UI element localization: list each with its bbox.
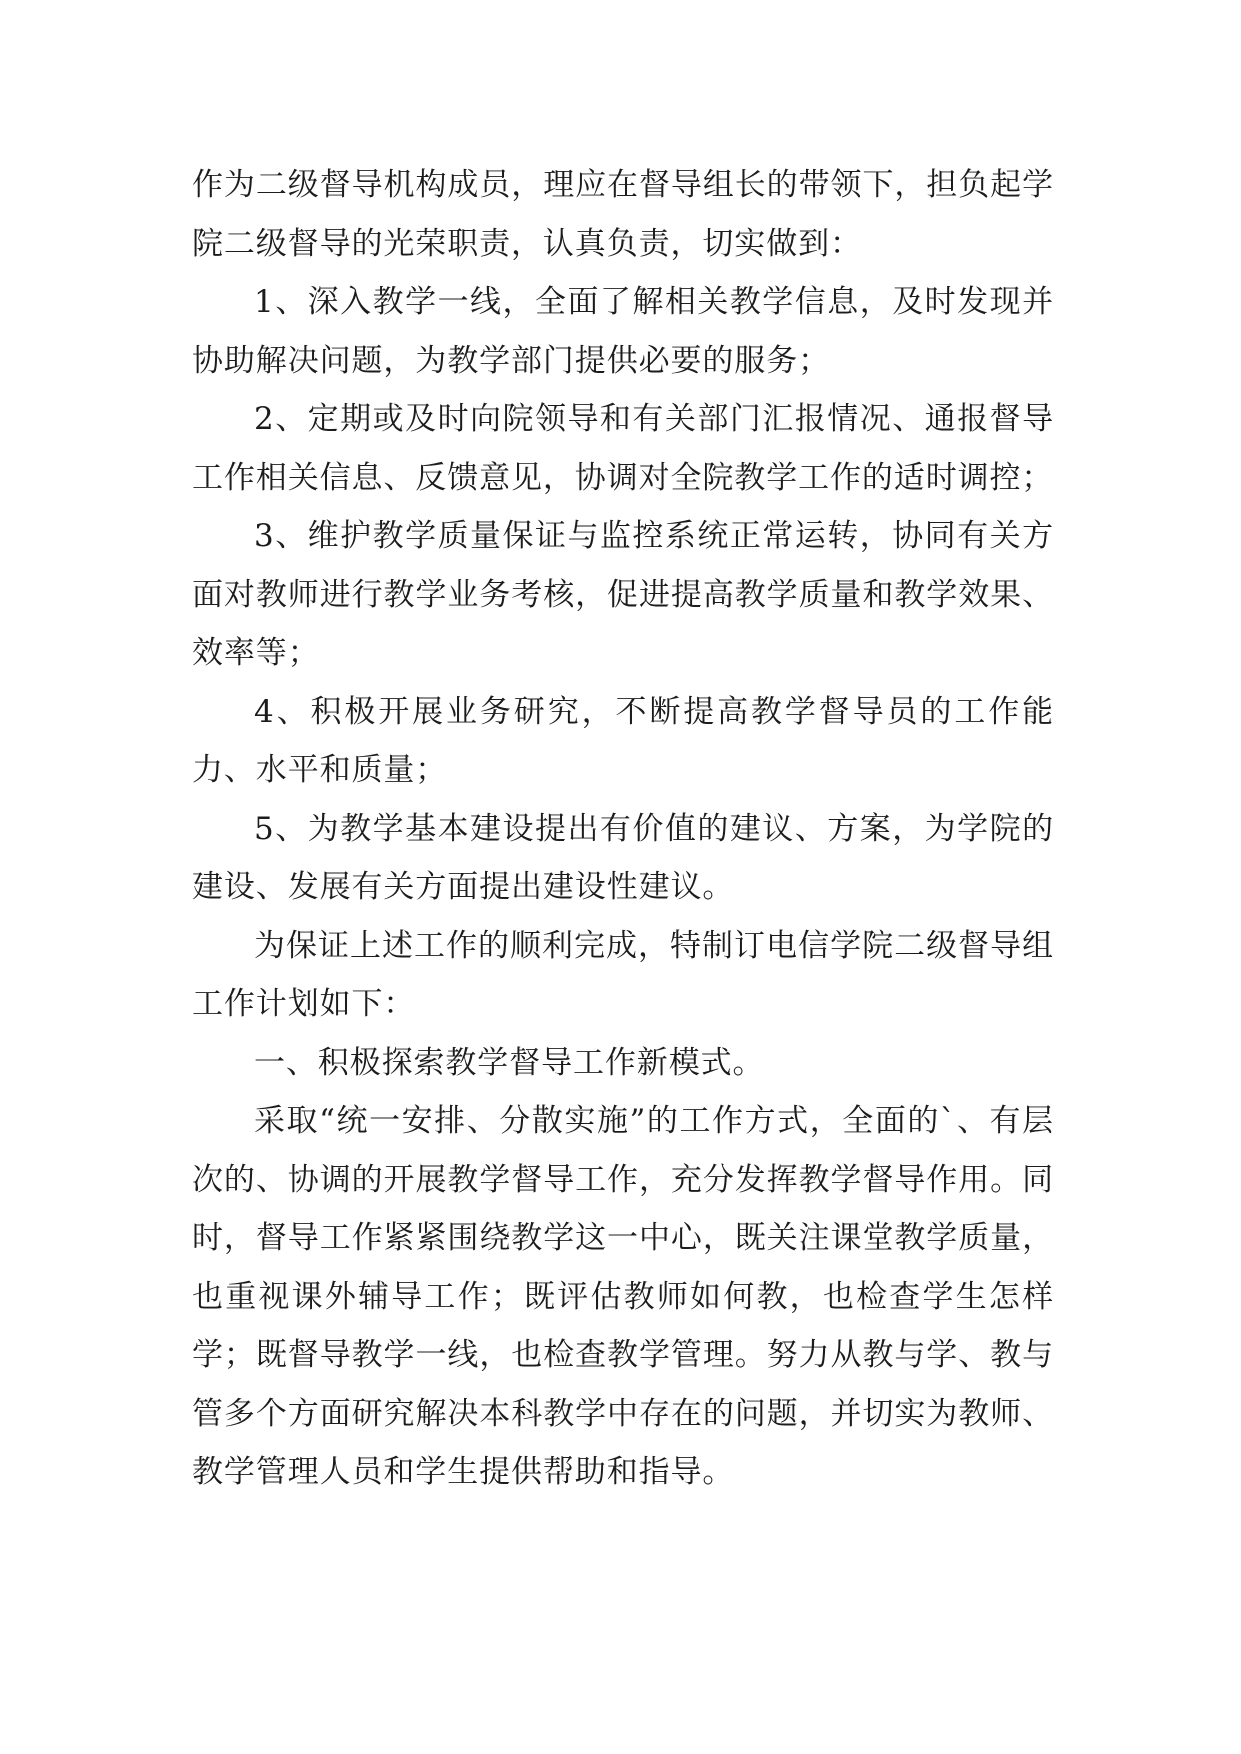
paragraph-duty-4: 4、积极开展业务研究，不断提高教学督导员的工作能力、水平和质量； [192,693,1054,788]
paragraph-intro: 作为二级督导机构成员，理应在督导组长的带领下，担负起学院二级督导的光荣职责，认真负责，切实做到： [192,167,1054,262]
paragraph-duty-2: 2、定期或及时向院领导和有关部门汇报情况、通报督导工作相关信息、反馈意见，协调对全院教学工作的适时调控； [192,401,1054,496]
paragraph-plan-intro: 为保证上述工作的顺利完成，特制订电信学院二级督导组工作计划如下： [192,927,1054,1022]
paragraph-duty-5: 5、为教学基本建设提出有价值的建议、方案，为学院的建设、发展有关方面提出建设性建议。 [192,810,1054,905]
section-heading-1: 一、积极探索教学督导工作新模式。 [254,1044,765,1081]
document-body [192,156,1054,1502]
paragraph-duty-3: 3、维护教学质量保证与监控系统正常运转，协同有关方面对教师进行教学业务考核，促进提高教学质量和教学效果、效率等； [192,518,1054,671]
paragraph-duty-1: 1、深入教学一线，全面了解相关教学信息，及时发现并协助解决问题，为教学部门提供必要的服务； [192,284,1054,379]
paragraph-section-1-body: 采取“统一安排、分散实施”的工作方式，全面的`、有层次的、协调的开展教学督导工作，充分发挥教学督导作用。同时，督导工作紧紧围绕教学这一中心，既关注课堂教学质量，也重视课外辅导工作；既评估教师如何教，也检查学生怎样学；既督导教学一线，也检查教学管理。努力从教与学、教与管多个方面研究解决本科教学中存在的问题，并切实为教师、教学管理人员和学生提供帮助和指导。 [192,1103,1054,1490]
